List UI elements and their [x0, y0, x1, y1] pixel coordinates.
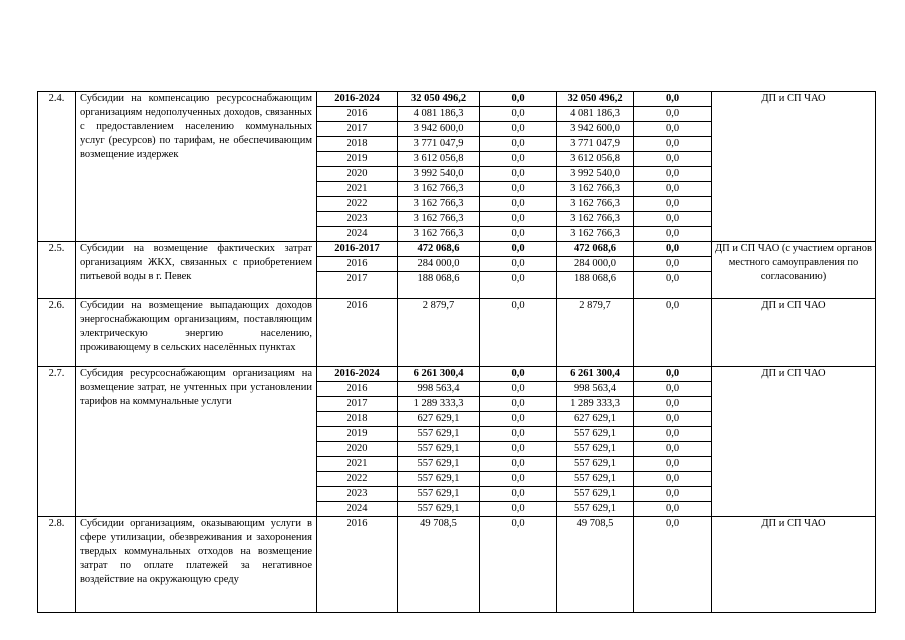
regional-cell: 2 879,7 — [557, 299, 634, 367]
other-cell: 0,0 — [634, 152, 712, 167]
period-cell: 2021 — [317, 182, 398, 197]
federal-cell: 0,0 — [480, 427, 557, 442]
total-cell: 32 050 496,2 — [398, 92, 480, 107]
period-cell: 2016 — [317, 257, 398, 272]
period-cell: 2016 — [317, 517, 398, 613]
total-cell: 3 612 056,8 — [398, 152, 480, 167]
total-cell: 557 629,1 — [398, 442, 480, 457]
row-number: 2.5. — [38, 242, 76, 299]
total-cell: 3 162 766,3 — [398, 197, 480, 212]
row-description: Субсидии организациям, оказывающим услуги в сфере утилизации, обезвреживания и захоронения твердых коммунальных отходов на возмещение затрат по оплате платежей за негативное воздействие на окружающую среду — [76, 517, 317, 613]
period-cell: 2020 — [317, 167, 398, 182]
period-cell: 2022 — [317, 472, 398, 487]
period-cell: 2022 — [317, 197, 398, 212]
total-cell: 472 068,6 — [398, 242, 480, 257]
total-cell: 557 629,1 — [398, 427, 480, 442]
other-cell: 0,0 — [634, 167, 712, 182]
period-cell: 2016 — [317, 107, 398, 122]
regional-cell: 3 162 766,3 — [557, 182, 634, 197]
period-cell: 2016-2017 — [317, 242, 398, 257]
other-cell: 0,0 — [634, 227, 712, 242]
total-cell: 4 081 186,3 — [398, 107, 480, 122]
federal-cell: 0,0 — [480, 107, 557, 122]
period-cell: 2019 — [317, 427, 398, 442]
period-cell: 2020 — [317, 442, 398, 457]
regional-cell: 1 289 333,3 — [557, 397, 634, 412]
period-cell: 2017 — [317, 122, 398, 137]
federal-cell: 0,0 — [480, 182, 557, 197]
federal-cell: 0,0 — [480, 367, 557, 382]
federal-cell: 0,0 — [480, 227, 557, 242]
regional-cell: 3 942 600,0 — [557, 122, 634, 137]
regional-cell: 4 081 186,3 — [557, 107, 634, 122]
other-cell: 0,0 — [634, 412, 712, 427]
executor-cell: ДП и СП ЧАО — [712, 299, 876, 367]
period-cell: 2024 — [317, 502, 398, 517]
total-cell: 998 563,4 — [398, 382, 480, 397]
executor-cell: ДП и СП ЧАО — [712, 367, 876, 517]
other-cell: 0,0 — [634, 257, 712, 272]
other-cell: 0,0 — [634, 517, 712, 613]
total-cell: 6 261 300,4 — [398, 367, 480, 382]
total-cell: 3 162 766,3 — [398, 227, 480, 242]
other-cell: 0,0 — [634, 299, 712, 367]
total-cell: 49 708,5 — [398, 517, 480, 613]
regional-cell: 557 629,1 — [557, 472, 634, 487]
regional-cell: 3 162 766,3 — [557, 227, 634, 242]
program-table — [37, 91, 876, 613]
other-cell: 0,0 — [634, 382, 712, 397]
other-cell: 0,0 — [634, 472, 712, 487]
total-cell: 557 629,1 — [398, 487, 480, 502]
regional-cell: 998 563,4 — [557, 382, 634, 397]
federal-cell: 0,0 — [480, 197, 557, 212]
period-cell: 2019 — [317, 152, 398, 167]
table-row — [38, 242, 876, 257]
other-cell: 0,0 — [634, 182, 712, 197]
total-cell: 1 289 333,3 — [398, 397, 480, 412]
federal-cell: 0,0 — [480, 397, 557, 412]
other-cell: 0,0 — [634, 272, 712, 299]
federal-cell: 0,0 — [480, 212, 557, 227]
period-cell: 2016-2024 — [317, 367, 398, 382]
executor-cell: ДП и СП ЧАО — [712, 517, 876, 613]
regional-cell: 627 629,1 — [557, 412, 634, 427]
regional-cell: 472 068,6 — [557, 242, 634, 257]
period-cell: 2021 — [317, 457, 398, 472]
other-cell: 0,0 — [634, 397, 712, 412]
federal-cell: 0,0 — [480, 257, 557, 272]
regional-cell: 49 708,5 — [557, 517, 634, 613]
other-cell: 0,0 — [634, 367, 712, 382]
period-cell: 2017 — [317, 397, 398, 412]
total-cell: 3 162 766,3 — [398, 182, 480, 197]
row-number: 2.4. — [38, 92, 76, 242]
period-cell: 2016-2024 — [317, 92, 398, 107]
federal-cell: 0,0 — [480, 457, 557, 472]
row-description: Субсидии на компенсацию ресурсоснабжающим организациям недополученных доходов, связанных с предоставлением населению коммунальных услуг (ресурсов) по тарифам, не обеспечивающим возмещение издержек — [76, 92, 317, 242]
regional-cell: 32 050 496,2 — [557, 92, 634, 107]
period-cell: 2023 — [317, 487, 398, 502]
regional-cell: 3 612 056,8 — [557, 152, 634, 167]
row-number: 2.7. — [38, 367, 76, 517]
total-cell: 557 629,1 — [398, 502, 480, 517]
total-cell: 557 629,1 — [398, 472, 480, 487]
other-cell: 0,0 — [634, 122, 712, 137]
row-number: 2.8. — [38, 517, 76, 613]
row-description: Субсидия ресурсоснабжающим организациям на возмещение затрат, не учтенных при установлении тарифов на коммунальные услуги — [76, 367, 317, 517]
period-cell: 2016 — [317, 299, 398, 367]
table-row — [38, 367, 876, 382]
regional-cell: 557 629,1 — [557, 502, 634, 517]
regional-cell: 3 162 766,3 — [557, 197, 634, 212]
total-cell: 3 942 600,0 — [398, 122, 480, 137]
period-cell: 2017 — [317, 272, 398, 299]
federal-cell: 0,0 — [480, 442, 557, 457]
federal-cell: 0,0 — [480, 92, 557, 107]
regional-cell: 6 261 300,4 — [557, 367, 634, 382]
other-cell: 0,0 — [634, 502, 712, 517]
federal-cell: 0,0 — [480, 517, 557, 613]
total-cell: 2 879,7 — [398, 299, 480, 367]
federal-cell: 0,0 — [480, 152, 557, 167]
regional-cell: 557 629,1 — [557, 487, 634, 502]
other-cell: 0,0 — [634, 137, 712, 152]
federal-cell: 0,0 — [480, 122, 557, 137]
other-cell: 0,0 — [634, 107, 712, 122]
federal-cell: 0,0 — [480, 299, 557, 367]
regional-cell: 188 068,6 — [557, 272, 634, 299]
table-body — [38, 92, 876, 613]
period-cell: 2018 — [317, 412, 398, 427]
other-cell: 0,0 — [634, 442, 712, 457]
total-cell: 3 162 766,3 — [398, 212, 480, 227]
federal-cell: 0,0 — [480, 382, 557, 397]
other-cell: 0,0 — [634, 92, 712, 107]
executor-cell: ДП и СП ЧАО (с участием органов местного самоуправления по согласованию) — [712, 242, 876, 299]
total-cell: 188 068,6 — [398, 272, 480, 299]
federal-cell: 0,0 — [480, 272, 557, 299]
total-cell: 557 629,1 — [398, 457, 480, 472]
executor-cell: ДП и СП ЧАО — [712, 92, 876, 242]
federal-cell: 0,0 — [480, 167, 557, 182]
regional-cell: 557 629,1 — [557, 427, 634, 442]
period-cell: 2024 — [317, 227, 398, 242]
federal-cell: 0,0 — [480, 472, 557, 487]
regional-cell: 557 629,1 — [557, 442, 634, 457]
regional-cell: 284 000,0 — [557, 257, 634, 272]
regional-cell: 3 771 047,9 — [557, 137, 634, 152]
other-cell: 0,0 — [634, 242, 712, 257]
federal-cell: 0,0 — [480, 487, 557, 502]
total-cell: 627 629,1 — [398, 412, 480, 427]
federal-cell: 0,0 — [480, 137, 557, 152]
other-cell: 0,0 — [634, 197, 712, 212]
row-description: Субсидии на возмещение фактических затрат организациям ЖКХ, связанных с приобретением питьевой воды в г. Певек — [76, 242, 317, 299]
period-cell: 2023 — [317, 212, 398, 227]
other-cell: 0,0 — [634, 427, 712, 442]
row-number: 2.6. — [38, 299, 76, 367]
federal-cell: 0,0 — [480, 242, 557, 257]
other-cell: 0,0 — [634, 212, 712, 227]
row-description: Субсидии на возмещение выпадающих доходов энергоснабжающим организациям, поставляющим электрическую энергию населению, проживающему в сельских населённых пунктах — [76, 299, 317, 367]
table-row — [38, 517, 876, 613]
regional-cell: 3 162 766,3 — [557, 212, 634, 227]
table-row — [38, 299, 876, 367]
total-cell: 284 000,0 — [398, 257, 480, 272]
federal-cell: 0,0 — [480, 412, 557, 427]
other-cell: 0,0 — [634, 487, 712, 502]
total-cell: 3 992 540,0 — [398, 167, 480, 182]
federal-cell: 0,0 — [480, 502, 557, 517]
table-row — [38, 92, 876, 107]
regional-cell: 3 992 540,0 — [557, 167, 634, 182]
total-cell: 3 771 047,9 — [398, 137, 480, 152]
period-cell: 2016 — [317, 382, 398, 397]
other-cell: 0,0 — [634, 457, 712, 472]
period-cell: 2018 — [317, 137, 398, 152]
regional-cell: 557 629,1 — [557, 457, 634, 472]
